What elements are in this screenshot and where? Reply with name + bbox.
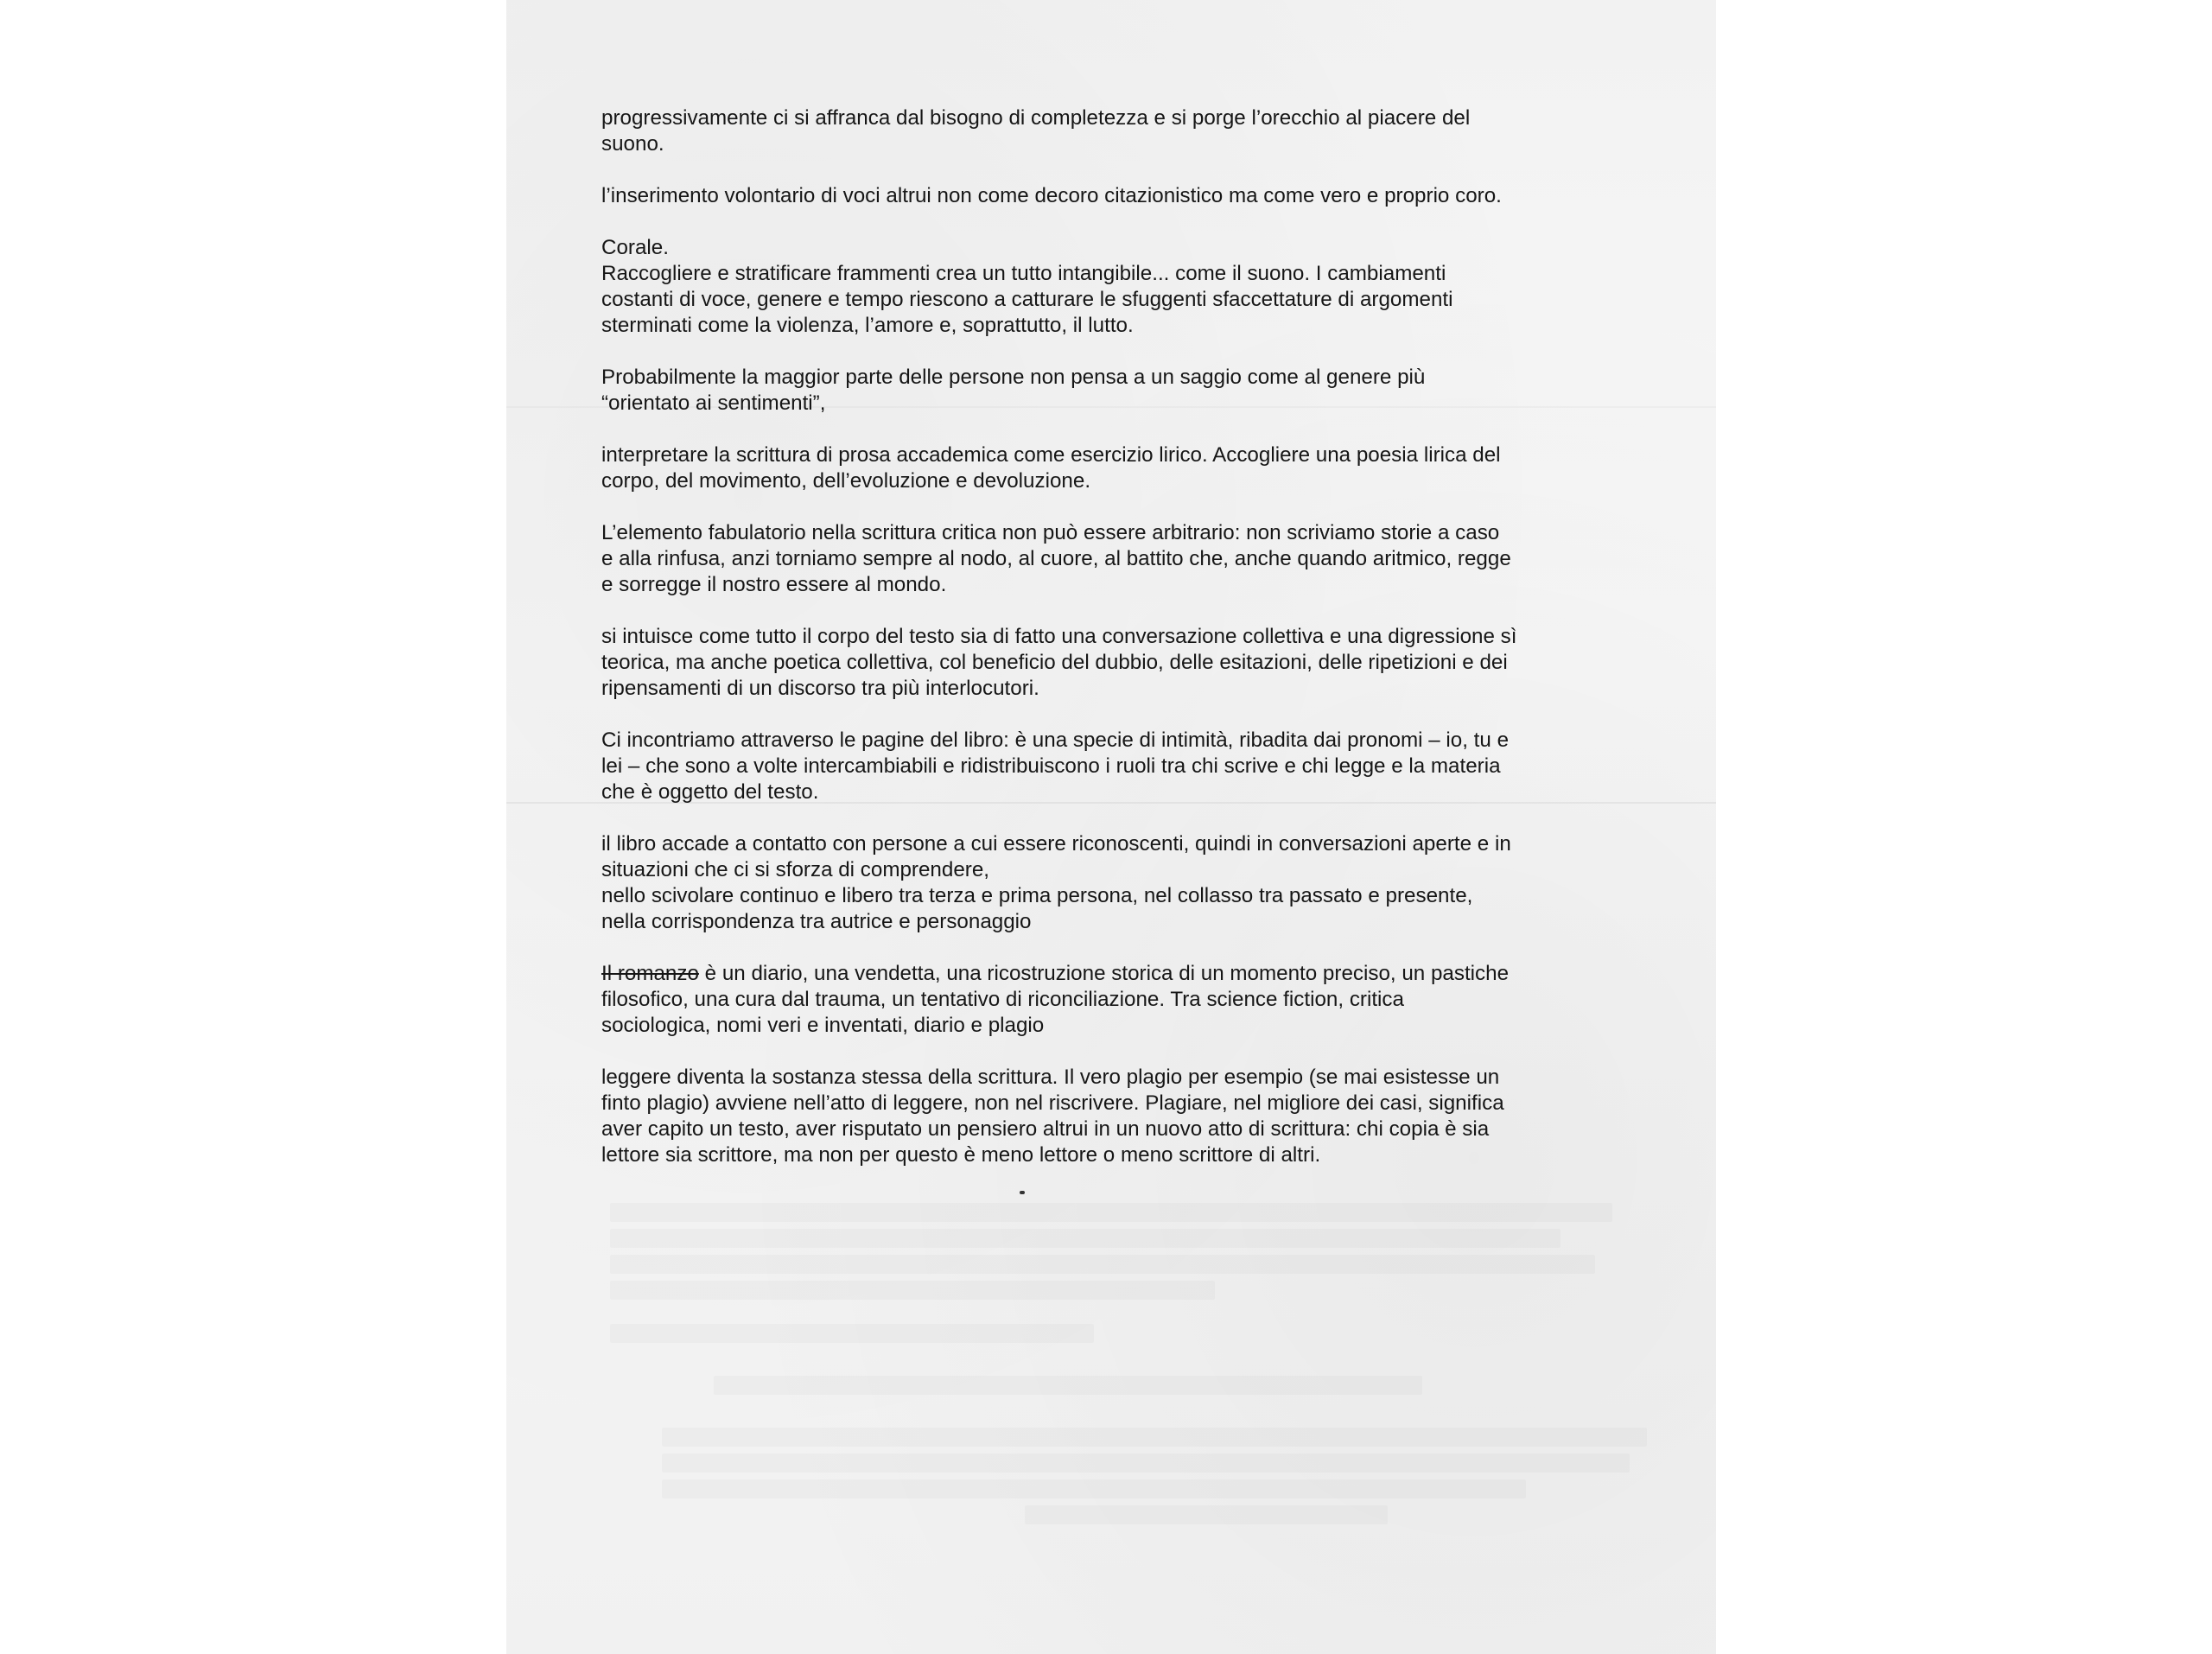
paragraph: Probabilmente la maggior parte delle persone non pensa a un saggio come al genere più “orientato ai sentimenti”, [601,366,1426,415]
bleed-through-line [662,1428,1647,1447]
paragraph: interpretare la scrittura di prosa accademica come esercizio lirico. Accogliere una poesia lirica del corpo, del movimento, dell’evoluzione e devoluzione. [601,443,1501,493]
paragraph: Corale. Raccogliere e stratificare frammenti crea un tutto intangibile... come il suono. I cambiamenti costanti di voce, genere e tempo riescono a catturare le sfuggenti sfaccettature di argomenti sterminati come la violenza, l’amore e, soprattutto, il lutto. [601,236,1453,337]
document-body [601,105,1578,1168]
paragraph [601,961,1578,1039]
bleed-through-line [610,1203,1612,1222]
paragraph: Ci incontriamo attraverso le pagine del libro: è una specie di intimità, ribadita dai pronomi – io, tu e lei – che sono a volte intercambiabili e ridistribuiscono i ruoli tra chi scrive e chi legge e la materia che è oggetto del testo. [601,728,1510,804]
paragraph: l’inserimento volontario di voci altrui non come decoro citazionistico ma come vero e proprio coro. [601,184,1502,207]
paragraph: L’elemento fabulatorio nella scrittura critica non può essere arbitrario: non scriviamo storie a caso e alla rinfusa, anzi torniamo sempre al nodo, al cuore, al battito che, anche quando aritmico, regge e sorregge il nostro essere al mondo. [601,521,1511,596]
ink-speck [1020,1191,1025,1194]
bleed-through-line [1025,1505,1388,1524]
paragraph-text: è un diario, una vendetta, una ricostruzione storica di un momento preciso, un pastiche filosofico, una cura dal trauma, un tentativo di riconciliazione. Tra science fiction, critica sociologica, nomi veri e inventati, diario e plagio [601,962,1510,1037]
bleed-through-line [662,1479,1526,1498]
paragraph: il libro accade a contatto con persone a cui essere riconoscenti, quindi in conversazioni aperte e in situazioni che ci si sforza di comprendere, nello scivolare continuo e libero tra terza e prima persona, nel collasso tra passato e presente, nella corrispondenza tra autrice e personaggio [601,832,1511,933]
bleed-through-line [610,1255,1595,1274]
bleed-through-line [662,1454,1630,1473]
bleed-through-line [610,1324,1094,1343]
bleed-through-line [610,1229,1560,1248]
bleed-through-line [610,1281,1215,1300]
bleed-through-line [714,1376,1422,1395]
paragraph: leggere diventa la sostanza stessa della scrittura. Il vero plagio per esempio (se mai esistesse un finto plagio) avviene nell’atto di leggere, non nel riscrivere. Plagiare, nel migliore dei casi, significa aver capito un testo, aver risputato un pensiero altrui in un nuovo atto di scrittura: chi copia è sia lettore sia scrittore, ma non per questo è meno lettore o meno scrittore di altri. [601,1066,1504,1167]
scanned-page [506,0,1716,1654]
paragraph: progressivamente ci si affranca dal bisogno di completezza e si porge l’orecchio al piacere del suono. [601,106,1471,156]
paragraph: si intuisce come tutto il corpo del testo sia di fatto una conversazione collettiva e una digressione sì teorica, ma anche poetica collettiva, col beneficio del dubbio, delle esitazioni, delle ripetizioni e dei ripensamenti di un discorso tra più interlocutori. [601,625,1517,700]
struck-through-text: Il romanzo [601,962,699,985]
